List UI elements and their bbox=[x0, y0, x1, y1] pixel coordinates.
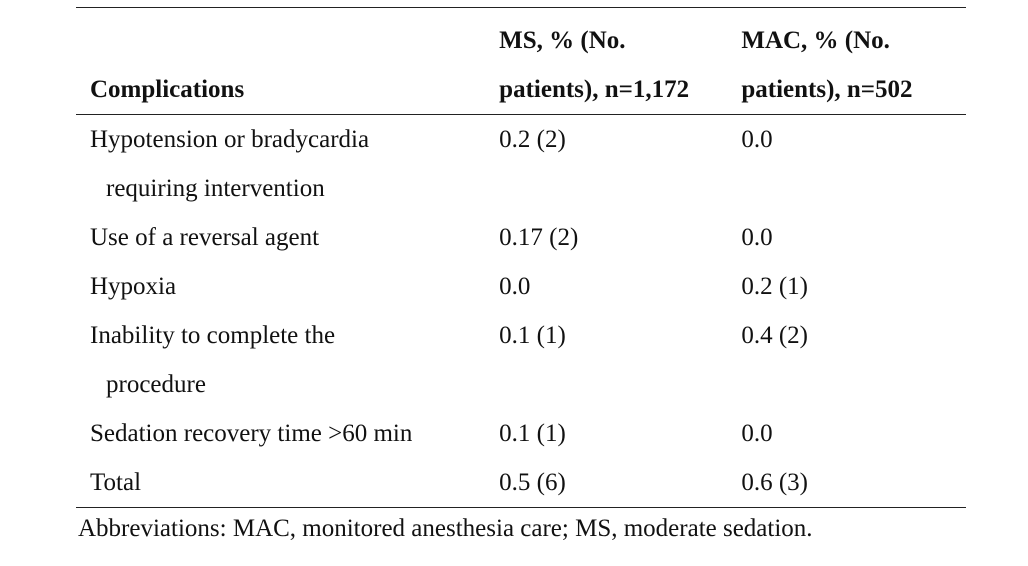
ms-value: 0.17 (2) bbox=[499, 224, 579, 251]
ms-value: 0.2 (2) bbox=[499, 126, 566, 153]
row-label-line2: requiring intervention bbox=[106, 175, 325, 202]
header-complications-label: Complications bbox=[90, 76, 245, 103]
ms-value: 0.1 (1) bbox=[499, 322, 566, 349]
header-mac-line2: patients), n=502 bbox=[741, 76, 913, 103]
row-label: Sedation recovery time >60 min bbox=[90, 420, 413, 447]
header-complications bbox=[76, 8, 499, 115]
table-header-row bbox=[76, 8, 966, 115]
header-ms-line1: MS, % (No. bbox=[499, 27, 626, 54]
header-mac-line1: MAC, % (No. bbox=[741, 27, 890, 54]
row-label-line1: Hypotension or bradycardia bbox=[90, 126, 370, 153]
row-label bbox=[76, 115, 499, 214]
mac-value: 0.4 (2) bbox=[741, 322, 808, 349]
table-row bbox=[76, 213, 966, 262]
table-row bbox=[76, 262, 966, 311]
mac-value: 0.0 bbox=[741, 224, 773, 251]
table-row bbox=[76, 311, 966, 409]
row-label: Use of a reversal agent bbox=[90, 224, 320, 251]
mac-value: 0.6 (3) bbox=[741, 469, 808, 496]
row-label-line1: Inability to complete the bbox=[90, 322, 336, 349]
ms-value: 0.1 (1) bbox=[499, 420, 566, 447]
header-mac bbox=[741, 8, 966, 115]
table-row-total bbox=[76, 458, 966, 508]
row-label: Hypoxia bbox=[90, 273, 177, 300]
mac-value: 0.0 bbox=[741, 420, 773, 447]
header-ms bbox=[499, 8, 741, 115]
row-label bbox=[76, 311, 499, 409]
header-ms-line2: patients), n=1,172 bbox=[499, 76, 690, 103]
table-row bbox=[76, 115, 966, 214]
complications-table bbox=[76, 7, 966, 508]
complications-table-container bbox=[76, 7, 966, 508]
row-label: Total bbox=[90, 469, 142, 496]
mac-value: 0.2 (1) bbox=[741, 273, 808, 300]
mac-value: 0.0 bbox=[741, 126, 773, 153]
table-footnote: Abbreviations: MAC, monitored anesthesia care; MS, moderate sedation. bbox=[78, 515, 813, 542]
ms-value: 0.5 (6) bbox=[499, 469, 566, 496]
table-row bbox=[76, 409, 966, 458]
row-label-line2: procedure bbox=[106, 371, 206, 398]
ms-value: 0.0 bbox=[499, 273, 531, 300]
